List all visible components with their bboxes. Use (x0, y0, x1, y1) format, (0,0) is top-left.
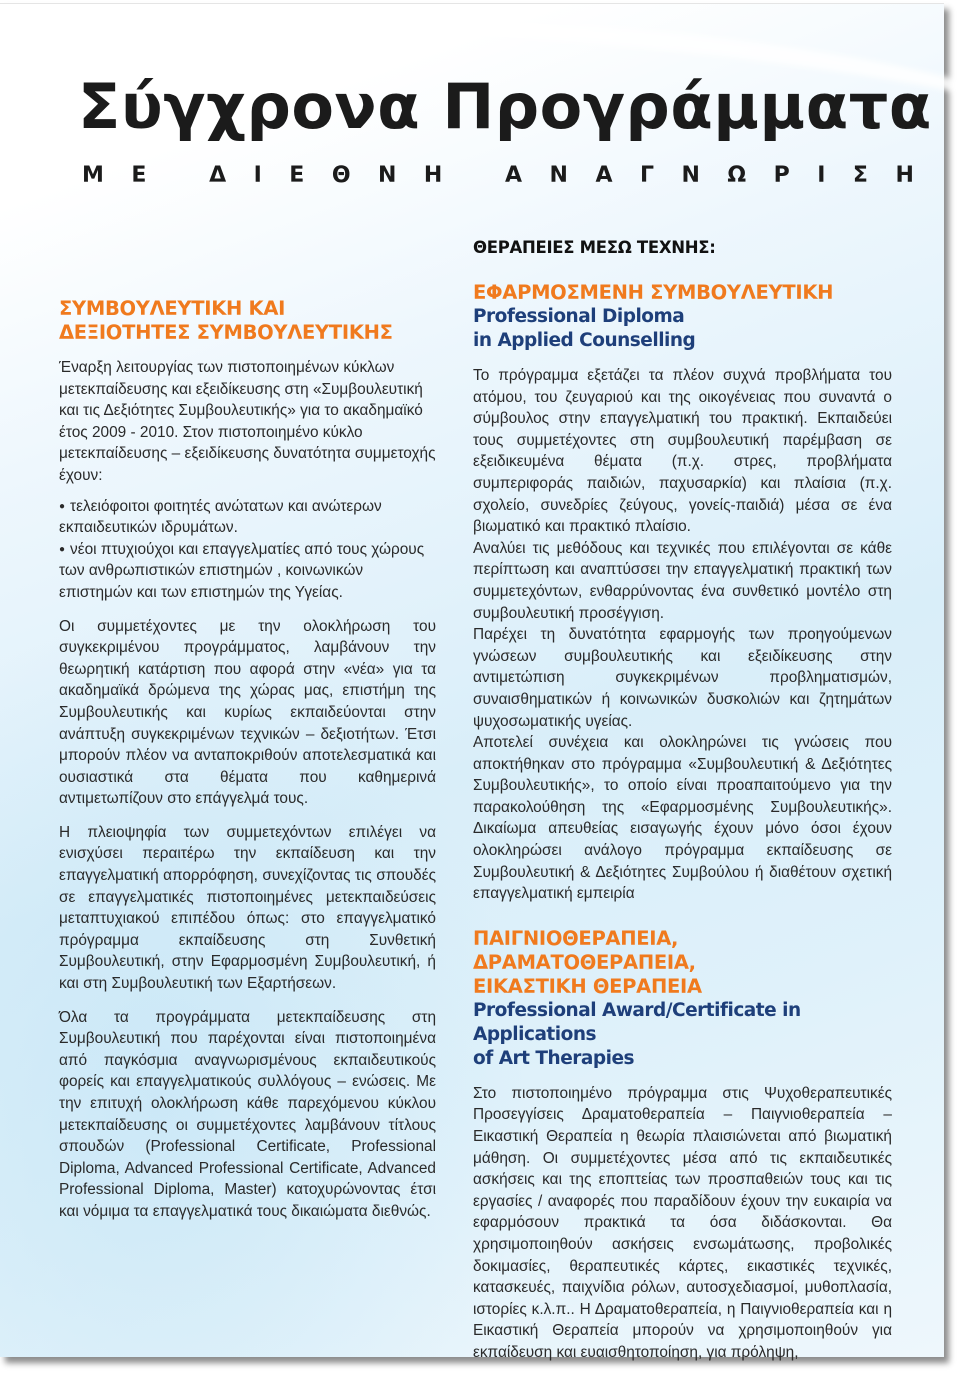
subheading-line: Professional Diploma (473, 306, 685, 327)
left-column (59, 297, 436, 1223)
program-heading: ΕΦΑΡΜΟΣΜΕΝΗ ΣΥΜΒΟΥΛΕΥΤΙΚΗ (473, 281, 834, 304)
subheading-line: Professional Award/Certificate in Applications (473, 999, 801, 1045)
heading-line: ΣΥΜΒΟΥΛΕΥΤΙΚΗ ΚΑΙ (59, 297, 286, 320)
program-art-therapies (473, 927, 892, 1364)
heading-line: ΠΑΙΓΝΙΟΘΕΡΑΠΕΙΑ, ΔΡΑΜΑΤΟΘΕΡΑΠΕΙΑ, (473, 926, 696, 974)
program-subheading (473, 999, 892, 1071)
subheading-line: in Applied Counselling (473, 330, 696, 351)
bullet-item: ● τελειόφοιτοι φοιτητές ανώτατων και ανώτερων εκπαιδευτικών ιδρυμάτων. (59, 496, 436, 539)
program-applied-counselling (473, 281, 892, 905)
program-heading (473, 927, 892, 999)
body-paragraph: Το πρόγραμμα εξετάζει τα πλέον συχνά προβλήματα του ατόμου, του ζευγαριού και της οικογένειας που συναντά ο σύμβουλος στην επαγγελματική του πρακτική. Εκπαιδεύει τους συμμετέχοντες στη συμβουλευτική παρέμβαση σε εξειδικευμένα θέματα (π.χ. στρες, προβλήματα συμπεριφοράς παιδιών, παχυσαρκία) και πλαίσια (π.χ. σχολείο, συνεδρίες ζεύγους, γονείς-παιδιά) μέσα σε ένα βιωματικό και πρακτικό πλαίσιο. (473, 367, 892, 536)
body-paragraph: Αποτελεί συνέχεια και ολοκληρώνει τις γνώσεις που αποκτήθηκαν στο πρόγραμμα «Συμβουλευτική & Δεξιότητες Συμβουλευτικής», το οποίο είναι προαπαιτούμενο για την παρακολούθηση της «Εφαρμοσμένης Συμβουλευτικής». Δικαίωμα απευθείας εισαγωγής έχουν μόνο όσοι έχουν ολοκληρώσει ανάλογο πρόγραμμα εκπαίδευσης σε Συμβουλευτική & Δεξιότητες Συμβούλου ή διαθέτουν σχετική επαγγελματική εμπειρία (473, 734, 892, 903)
art-therapies-label: ΘΕΡΑΠΕΙΕΣ ΜΕΣΩ ΤΕΧΝΗΣ: (473, 238, 716, 257)
body-paragraph: Στο πιστοποιημένο πρόγραμμα στις Ψυχοθεραπευτικές Προσεγγίσεις Δραματοθεραπεία – Παιγνιοθεραπεία – Εικαστική Θεραπεία η θεωρία πλαισιώνεται από βιωματική μάθηση. Οι συμμετέχοντες μέσα από τις εκπαιδευτικές ασκήσεις και της εποπτείας των προσπαθειών τους και τις εργασίες / αναφορές που παραδίδουν έχουν την ευκαιρία να εφαρμόσουν πρακτικά τα όσα διδάσκονται. Θα χρησιμοποιηθούν ασκήσεις ενσωμάτωσης, προβολικές δοκιμασίες, θεραπευτικές κάρτες, εικαστικές τεχνικές, κατασκευές, παιχνίδια ρόλων, αυτοσχεδιασμοί, μυθοπλασία, ιστορίες κ.λ.π.. Η Δραματοθεραπεία, η Παιγνιοθεραπεία και η Εικαστική Θεραπεία μπορούν να χρησιμοποιηθούν για εκπαίδευση και ευαισθητοποίηση, για πρόληψη, (473, 1084, 892, 1361)
page-subtitle: ΜΕ ΔΙΕΘΝΗ ΑΝΑΓΝΩΡΙΣΗ (82, 163, 942, 188)
body-paragraph: Όλα τα προγράμματα μετεκπαίδευσης στη Συμβουλευτική που παρέχονται είναι πιστοποιημένα από παγκόσμια αναγνωρισμένους εκπαιδευτικούς φορείς και επαγγελματικούς συλλόγους – ενώσεις. Με την επιτυχή ολοκλήρωση κάθε παρεχόμενου κύκλου μετεκπαίδευσης οι συμμετέχοντες λαμβάνουν τίτλους σπουδών (Professional Certificate, Professional Diploma, Advanced Professional Certificate, Advanced Professional Diploma, Master) κατοχυρώνοντας έτσι και νόμιμα τα επαγγελματικά τους δικαιώματα διεθνώς. (59, 1008, 436, 1220)
section-heading-counselling (59, 297, 436, 345)
page-title: Σύγχρονα Προγράμματα (78, 70, 932, 143)
body-paragraph: Αναλύει τις μεθόδους και τεχνικές που επιλέγονται σε κάθε περίπτωση και αναπτύσσει την επαγγελματική πρακτική των συμμετεχόντων, ενθαρρύνοντας ένα συνθετικό μοντέλο στη συμβουλευτική προσέγγιση. (473, 539, 892, 622)
bullet-item: ● νέοι πτυχιούχοι και επαγγελματίες από τους χώρους των ανθρωπιστικών επιστημών , κοινωνικών επιστημών και των επιστημών της Υγείας. (59, 539, 436, 604)
heading-line: ΕΙΚΑΣΤΙΚΗ ΘΕΡΑΠΕΙΑ (473, 974, 702, 998)
body-paragraph: Παρέχει τη δυνατότητα εφαρμογής των προηγούμενων γνώσεων συμβουλευτικής και εξειδίκευσης στην αντιμετώπιση συγκεκριμένων προβληματισμών, συναισθηματικών ή κοινωνικών δυσκολιών και ζητημάτων ψυχοσωματικής υγείας. (473, 626, 892, 730)
heading-line: ΔΕΞΙΟΤΗΤΕΣ ΣΥΜΒΟΥΛΕΥΤΙΚΗΣ (59, 321, 393, 344)
body-paragraph: Οι συμμετέχοντες με την ολοκλήρωση του συγκεκριμένου προγράμματος, λαμβάνουν την θεωρητική κατάρτιση που αφορά στην «νέα» για τα ακαδημαϊκά δρώμενα της χώρας μας, επιστήμη της Συμβουλευτικής και κυρίως εκπαιδεύονται στην ανάπτυξη συγκεκριμένων τεχνικών – δεξιοτήτων. Έτσι μπορούν πλέον να ανταποκριθούν αποτελεσματικά και ουσιαστικά στα θέματα που καθημερινά αντιμετωπίζουν στο επάγγελμά τους. (59, 617, 436, 808)
program-subheading (473, 305, 892, 353)
intro-paragraph: Έναρξη λειτουργίας των πιστοποιημένων κύκλων μετεκπαίδευσης και εξειδίκευσης στη «Συμβουλευτική και τις Δεξιότητες Συμβουλευτικής» για το ακαδημαϊκό έτος 2009 - 2010. Στον πιστοποιημένο κύκλο μετεκπαίδευσης – εξειδίκευσης δυνατότητα συμμετοχής έχουν: (59, 359, 436, 484)
subheading-line: of Art Therapies (473, 1047, 635, 1069)
body-paragraph: Η πλειοψηφία των συμμετεχόντων επιλέγει να ενισχύσει περαιτέρω την εκπαίδευση και την επαγγελματική απορρόφηση, συνεχίζοντας τις σπουδές σε επαγγελματικές πιστοποιημένες μετεκπαιδεύσεις μεταπτυχιακού επιπέδου όπως: στο επαγγελματικό πρόγραμμα εκπαίδευσης στη Συνθετική Συμβουλευτική, στην Εφαρμοσμένη Συμβουλευτική, ή και στη Συμβουλευτική των Εξαρτήσεων. (59, 823, 436, 993)
right-column (473, 237, 892, 1364)
brochure-page (0, 3, 944, 1361)
